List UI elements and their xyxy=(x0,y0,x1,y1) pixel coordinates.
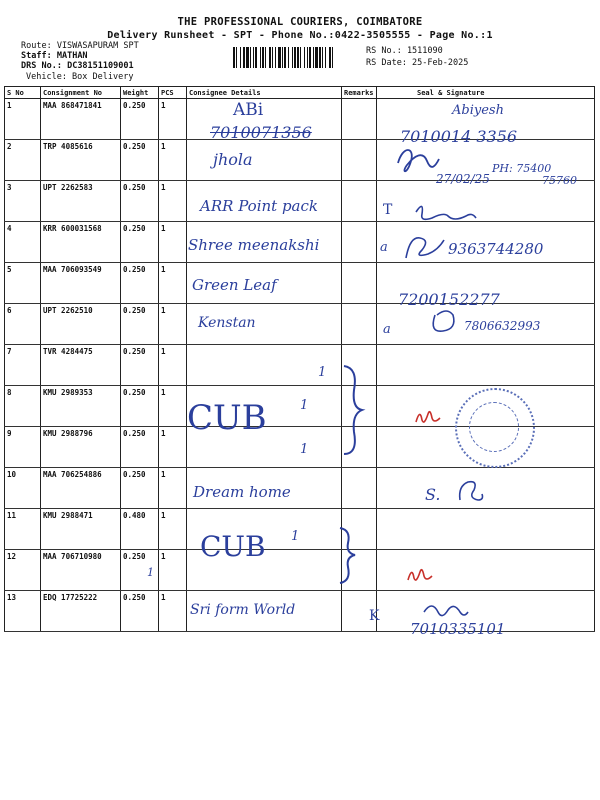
pcs-cell: 1 xyxy=(159,468,187,509)
remark-row3: T xyxy=(383,202,393,218)
barcode-bar xyxy=(294,47,296,68)
weight-cell: 0.250 xyxy=(121,99,159,140)
pcs-cell: 1 xyxy=(159,550,187,591)
pcs-cell: 1 xyxy=(159,427,187,468)
pcs-cell: 1 xyxy=(159,140,187,181)
sno-cell: 11 xyxy=(5,509,41,550)
rs-date: RS Date: 25-Feb-2025 xyxy=(366,58,469,68)
drs-field xyxy=(21,61,134,71)
consignment-cell: EDQ 17725222 xyxy=(41,591,121,632)
signature-red-row12 xyxy=(404,562,434,584)
handwritten-name-row1: ABi xyxy=(233,100,264,120)
signature-phone-note-row2: PH: 75400 xyxy=(492,162,552,175)
weight-cell: 0.250 xyxy=(121,345,159,386)
sno-cell: 4 xyxy=(5,222,41,263)
tick-mark-row11: 1 xyxy=(291,529,300,544)
remarks-cell xyxy=(342,181,377,222)
barcode-bar xyxy=(304,47,305,68)
tick-mark-row12: 1 xyxy=(147,566,154,579)
weight-cell: 0.250 xyxy=(121,263,159,304)
barcode-bar xyxy=(275,47,276,68)
weight-cell: 0.250 xyxy=(121,386,159,427)
barcode-bar xyxy=(262,47,264,68)
sno-cell: 8 xyxy=(5,386,41,427)
consignment-cell: KMU 2988796 xyxy=(41,427,121,468)
consignment-cell: MAA 868471841 xyxy=(41,99,121,140)
drs-label: DRS No.: xyxy=(21,61,62,71)
consignment-cell: UPT 2262583 xyxy=(41,181,121,222)
weight-cell: 0.480 xyxy=(121,509,159,550)
signature-red-row8 xyxy=(412,404,442,426)
barcode-bar xyxy=(322,47,323,68)
brace-rows-11-12 xyxy=(337,525,359,585)
barcode-bar xyxy=(332,47,333,68)
table-row xyxy=(5,550,595,591)
barcode-bar xyxy=(292,47,293,68)
sno-cell: 2 xyxy=(5,140,41,181)
remarks-cell xyxy=(342,468,377,509)
barcode xyxy=(233,47,353,68)
barcode-bar xyxy=(325,47,326,68)
handwritten-cub-rows-11-12: CUB xyxy=(200,530,266,563)
signature-scribble-row6 xyxy=(425,305,465,339)
signature-phone-row6: 7806632993 xyxy=(464,319,541,333)
sno-cell: 1 xyxy=(5,99,41,140)
pcs-cell: 1 xyxy=(159,263,187,304)
col-weight-header: Weight xyxy=(121,87,159,99)
tick-mark-row8: 1 xyxy=(300,398,309,413)
staff-label: Staff: xyxy=(21,51,52,61)
signature-scribble-row3 xyxy=(410,196,480,226)
remark-row6: a xyxy=(383,322,391,337)
brace-rows-7-9 xyxy=(340,362,366,458)
barcode-bar xyxy=(319,47,321,68)
handwritten-name-row4: Shree meenakshi xyxy=(188,236,320,254)
barcode-bar xyxy=(246,47,249,68)
barcode-bar xyxy=(260,47,261,68)
handwritten-struck-phone-row1: 7010071356 xyxy=(210,123,312,142)
company-title: THE PROFESSIONAL COURIERS, COIMBATORE xyxy=(177,16,423,28)
drs-value: DC38151109001 xyxy=(67,61,134,71)
remark-row13: K xyxy=(369,608,380,624)
signature-phone-row5: 7200152277 xyxy=(398,290,500,309)
barcode-bar xyxy=(315,47,318,68)
consignment-cell: MAA 706254886 xyxy=(41,468,121,509)
weight-cell: 0.250 xyxy=(121,140,159,181)
barcode-bar xyxy=(297,47,299,68)
col-consignee-header: Consignee Details xyxy=(187,87,342,99)
remarks-cell xyxy=(342,140,377,181)
rs-number: RS No.: 1511090 xyxy=(366,46,443,56)
consignment-cell: MAA 706710980 xyxy=(41,550,121,591)
signature-name-row1: Abiyesh xyxy=(452,103,504,118)
table-row xyxy=(5,591,595,632)
remarks-cell xyxy=(342,99,377,140)
barcode-bar xyxy=(269,47,271,68)
runsheet-subtitle: Delivery Runsheet - SPT - Phone No.:0422-3505555 - Page No.:1 xyxy=(107,30,493,41)
barcode-bar xyxy=(313,47,314,68)
seal-signature-cell xyxy=(377,345,595,386)
sno-cell: 6 xyxy=(5,304,41,345)
table-header-row xyxy=(5,87,595,99)
consignment-cell: KMU 2988471 xyxy=(41,509,121,550)
handwritten-name-row2: jhola xyxy=(213,150,253,169)
handwritten-name-row3: ARR Point pack xyxy=(200,197,318,215)
weight-cell: 0.250 xyxy=(121,304,159,345)
consignment-cell: UPT 2262510 xyxy=(41,304,121,345)
weight-cell: 0.250 xyxy=(121,427,159,468)
sno-cell: 13 xyxy=(5,591,41,632)
signature-phone-note2-row2: 75760 xyxy=(542,174,577,187)
table-row xyxy=(5,263,595,304)
signature-date-row2: 27/02/25 xyxy=(436,172,490,186)
barcode-bar xyxy=(253,47,254,68)
handwritten-cub-rows-8-9: CUB xyxy=(187,398,267,438)
consignment-cell: TRP 4085616 xyxy=(41,140,121,181)
barcode-bar xyxy=(288,47,289,68)
remark-row4: a xyxy=(380,240,388,255)
weight-cell: 0.250 xyxy=(121,591,159,632)
pcs-cell: 1 xyxy=(159,181,187,222)
handwritten-name-row6: Kenstan xyxy=(198,315,256,331)
sno-cell: 12 xyxy=(5,550,41,591)
sno-cell: 3 xyxy=(5,181,41,222)
signature-scribble-row4 xyxy=(400,230,448,264)
barcode-bar xyxy=(255,47,257,68)
handwritten-name-row13: Sri form World xyxy=(190,602,296,618)
seal-inner-ring xyxy=(469,402,519,452)
barcode-bar xyxy=(307,47,308,68)
remarks-cell xyxy=(342,263,377,304)
barcode-bar xyxy=(250,47,251,68)
col-pcs-header: PCS xyxy=(159,87,187,99)
table-row xyxy=(5,509,595,550)
signature-scribble-row10 xyxy=(452,476,488,506)
table-row xyxy=(5,468,595,509)
tick-mark-row9: 1 xyxy=(300,442,309,457)
barcode-bar xyxy=(272,47,273,68)
consignment-cell: TVR 4284475 xyxy=(41,345,121,386)
seal-signature-cell xyxy=(377,509,595,550)
col-consignment-header: Consignment No xyxy=(41,87,121,99)
handwritten-name-row10: Dream home xyxy=(193,483,291,501)
pcs-cell: 1 xyxy=(159,591,187,632)
weight-cell: 0.250 xyxy=(121,222,159,263)
tick-mark-row7: 1 xyxy=(318,365,327,380)
remarks-cell xyxy=(342,222,377,263)
signature-phone-row1: 7010014 3356 xyxy=(400,127,518,146)
barcode-bar xyxy=(329,47,331,68)
pcs-cell: 1 xyxy=(159,99,187,140)
pcs-cell: 1 xyxy=(159,222,187,263)
staff-field xyxy=(21,51,88,61)
consignment-cell: KMU 2989353 xyxy=(41,386,121,427)
barcode-bar xyxy=(236,47,237,68)
barcode-bar xyxy=(278,47,281,68)
signature-scribble-row13 xyxy=(420,598,470,620)
barcode-bar xyxy=(233,47,235,68)
remarks-cell xyxy=(342,304,377,345)
barcode-bar xyxy=(265,47,266,68)
consignee-cell xyxy=(187,140,342,181)
barcode-bar xyxy=(309,47,311,68)
consignment-cell: MAA 706093549 xyxy=(41,263,121,304)
pcs-cell: 1 xyxy=(159,509,187,550)
signature-row10: S. xyxy=(425,485,441,504)
pcs-cell: 1 xyxy=(159,345,187,386)
barcode-bar xyxy=(284,47,286,68)
staff-value: MATHAN xyxy=(56,51,88,61)
pcs-cell: 1 xyxy=(159,386,187,427)
consignment-cell: KRR 600031568 xyxy=(41,222,121,263)
table-row xyxy=(5,345,595,386)
col-sno-header: S No xyxy=(5,87,41,99)
signature-phone-row13: 7010335101 xyxy=(410,620,506,638)
col-remarks-header: Remarks xyxy=(342,87,377,99)
handwritten-name-row5: Green Leaf xyxy=(192,276,277,294)
sno-cell: 9 xyxy=(5,427,41,468)
weight-cell: 0.250 xyxy=(121,550,159,591)
vehicle-text: Vehicle: Box Delivery xyxy=(26,72,134,82)
col-seal-header: Seal & Signature xyxy=(377,87,595,99)
weight-cell: 0.250 xyxy=(121,468,159,509)
barcode-bar xyxy=(240,47,241,68)
sno-cell: 7 xyxy=(5,345,41,386)
company-seal-stamp xyxy=(455,388,535,468)
barcode-bar xyxy=(243,47,245,68)
barcode-bar xyxy=(300,47,301,68)
barcode-bar xyxy=(282,47,283,68)
signature-phone-row4: 9363744280 xyxy=(448,240,544,258)
sno-cell: 5 xyxy=(5,263,41,304)
route-text: Route: VISWASAPURAM SPT xyxy=(21,41,139,51)
weight-cell: 0.250 xyxy=(121,181,159,222)
sno-cell: 10 xyxy=(5,468,41,509)
pcs-cell: 1 xyxy=(159,304,187,345)
